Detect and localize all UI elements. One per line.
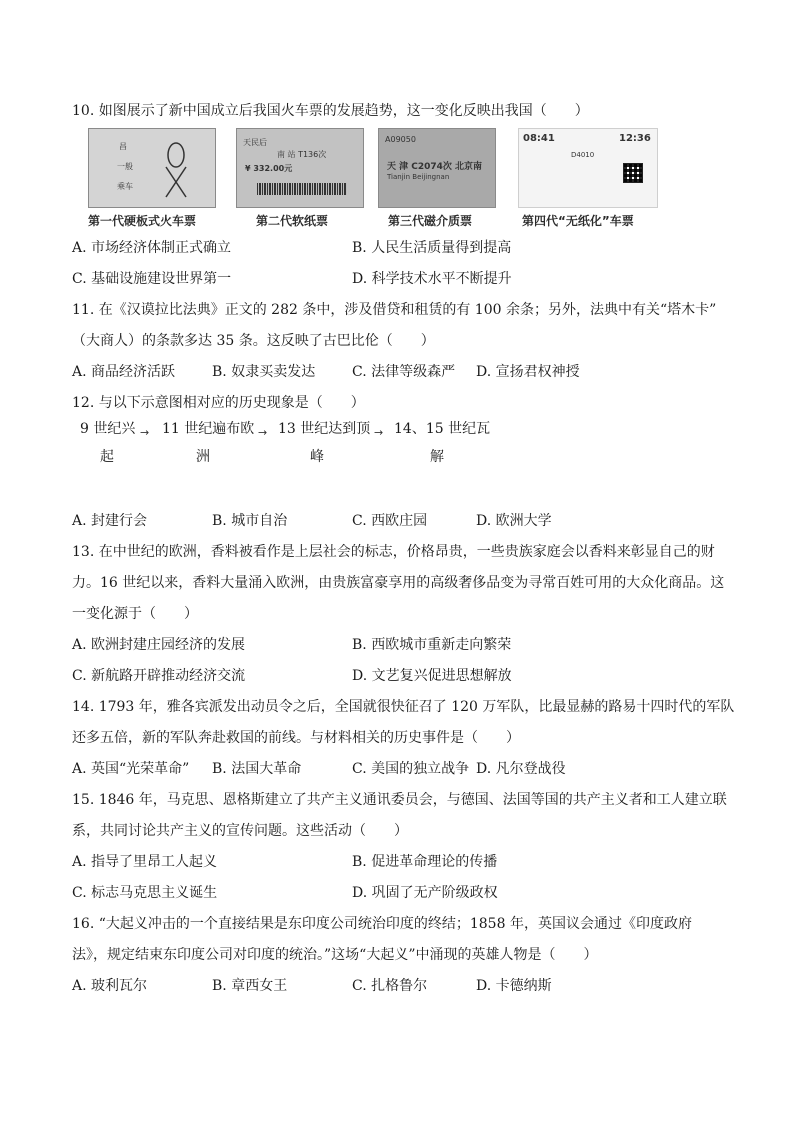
question-16-options bbox=[72, 971, 722, 1002]
option-b[interactable]: B. 章西女王 bbox=[212, 978, 288, 994]
question-13-stem-line-1: 13. 在中世纪的欧洲，香料被看作是上层社会的标志，价格昂贵，一些贵族家庭会以香料来彰显自己的财 bbox=[72, 544, 715, 560]
option-c[interactable]: C. 西欧庄园 bbox=[352, 513, 428, 529]
question-14-options bbox=[72, 754, 722, 785]
ticket-image-3 bbox=[378, 128, 496, 208]
ticket-image-2 bbox=[236, 128, 364, 208]
ticket-2-text: ¥ 332.00元 bbox=[245, 164, 293, 173]
arrow-right-icon: → bbox=[258, 426, 268, 439]
question-14-stem-line-1: 14. 1793 年，雅各宾派发出动员令之后，全国就很快征召了 120 万军队，比最显赫的路易十四时代的军队 bbox=[72, 699, 735, 715]
ticket-3-text: 天 津 C2074次 北京南 bbox=[387, 162, 483, 172]
option-c[interactable]: C. 扎格鲁尔 bbox=[352, 978, 428, 994]
option-b[interactable]: B. 城市自治 bbox=[212, 513, 288, 529]
question-12-options bbox=[72, 506, 722, 537]
question-12-stem: 12. 与以下示意图相对应的历史现象是（ ） bbox=[72, 395, 365, 411]
ticket-4-text: D4010 bbox=[571, 151, 595, 159]
ticket-image-4 bbox=[518, 128, 658, 208]
option-d[interactable]: D. 卡德纳斯 bbox=[476, 978, 552, 994]
option-a[interactable]: A. 玻利瓦尔 bbox=[72, 978, 148, 994]
question-10-stem: 10. 如图展示了新中国成立后我国火车票的发展趋势，这一变化反映出我国（ ） bbox=[72, 103, 589, 119]
flow-step-1-top: 9 世纪兴 bbox=[80, 421, 136, 437]
arrow-right-icon: → bbox=[140, 426, 150, 439]
ticket-3-text: A09050 bbox=[385, 135, 416, 144]
ticket-1-text: 乘车 bbox=[117, 182, 133, 191]
option-d[interactable]: D. 宣扬君权神授 bbox=[476, 364, 580, 380]
option-c[interactable]: C. 标志马克思主义诞生 bbox=[72, 885, 218, 901]
flow-step-4-bottom: 解 bbox=[430, 449, 444, 465]
option-d[interactable]: D. 凡尔登战役 bbox=[476, 761, 566, 777]
ticket-1-text: 一般 bbox=[117, 162, 133, 171]
question-11-options bbox=[72, 357, 722, 388]
question-13-stem-line-3: 一变化源于（ ） bbox=[72, 606, 198, 622]
ticket-3-text: Tianjin Beijingnan bbox=[387, 173, 450, 181]
ticket-1-symbol bbox=[161, 137, 191, 201]
option-a[interactable]: A. 封建行会 bbox=[72, 513, 148, 529]
question-14-stem-line-2: 还多五倍，新的军队奔赴救国的前线。与材料相关的历史事件是（ ） bbox=[72, 730, 520, 746]
question-16-stem-line-1: 16. “大起义冲击的一个直接结果是东印度公司统治印度的终结；1858 年，英国议会通过《印度政府 bbox=[72, 916, 692, 932]
question-15-options-row-1 bbox=[72, 847, 722, 878]
flow-step-3-bottom: 峰 bbox=[310, 449, 324, 465]
flow-step-4-top: 14、15 世纪瓦 bbox=[394, 421, 491, 437]
ticket-4-text: 12:36 bbox=[619, 133, 651, 144]
flow-step-2-top: 11 世纪遍布欧 bbox=[162, 421, 255, 437]
ticket-2-text: 南 站 T136次 bbox=[277, 150, 327, 159]
option-d[interactable]: D. 科学技术水平不断提升 bbox=[352, 271, 512, 287]
qr-code-icon bbox=[623, 163, 643, 183]
option-a[interactable]: A. 欧洲封建庄园经济的发展 bbox=[72, 637, 246, 653]
option-a[interactable]: A. 英国“光荣革命” bbox=[72, 761, 190, 777]
option-d[interactable]: D. 巩固了无产阶级政权 bbox=[352, 885, 498, 901]
ticket-figure bbox=[88, 128, 688, 236]
timeline-diagram bbox=[80, 418, 580, 478]
option-c[interactable]: C. 新航路开辟推动经济交流 bbox=[72, 668, 246, 684]
flow-step-2-bottom: 洲 bbox=[196, 449, 210, 465]
question-15-stem-line-2: 系，共同讨论共产主义的宣传问题。这些活动（ ） bbox=[72, 823, 408, 839]
ticket-caption-1: 第一代硬板式火车票 bbox=[88, 214, 197, 228]
option-a[interactable]: A. 商品经济活跃 bbox=[72, 364, 176, 380]
question-13-stem-line-2: 力。16 世纪以来，香料大量涌入欧洲，由贵族富豪享用的高级奢侈品变为寻常百姓可用的大众化商品。这 bbox=[72, 575, 725, 591]
option-a[interactable]: A. 指导了里昂工人起义 bbox=[72, 854, 218, 870]
question-15-options-row-2 bbox=[72, 878, 722, 909]
ticket-caption-2: 第二代软纸票 bbox=[256, 214, 329, 228]
barcode-graphic bbox=[257, 183, 347, 195]
option-b[interactable]: B. 法国大革命 bbox=[212, 761, 302, 777]
ticket-caption-4: 第四代“无纸化”车票 bbox=[522, 214, 634, 228]
option-b[interactable]: B. 西欧城市重新走向繁荣 bbox=[352, 637, 512, 653]
flow-step-3-top: 13 世纪达到顶 bbox=[278, 421, 371, 437]
question-16-stem-line-2: 法》，规定结束东印度公司对印度的统治。”这场“大起义”中涌现的英雄人物是（ ） bbox=[72, 947, 598, 963]
ticket-1-text: 昌 bbox=[119, 142, 127, 151]
ticket-4-text: 08:41 bbox=[523, 133, 555, 144]
option-c[interactable]: C. 美国的独立战争 bbox=[352, 761, 470, 777]
question-10-options-row-2 bbox=[72, 264, 722, 295]
option-b[interactable]: B. 奴隶买卖发达 bbox=[212, 364, 316, 380]
ticket-image-1 bbox=[88, 128, 216, 208]
option-a[interactable]: A. 市场经济体制正式确立 bbox=[72, 240, 232, 256]
question-11-stem-line-1: 11. 在《汉谟拉比法典》正文的 282 条中，涉及借贷和租赁的有 100 余条；另外，法典中有关“塔木卡” bbox=[72, 302, 717, 318]
question-15-stem-line-1: 15. 1846 年，马克思、恩格斯建立了共产主义通讯委员会，与德国、法国等国的共产主义者和工人建立联 bbox=[72, 792, 727, 808]
ticket-2-text: 天民后 bbox=[243, 138, 267, 147]
question-10-options-row-1 bbox=[72, 233, 722, 264]
ticket-caption-3: 第三代磁介质票 bbox=[388, 214, 473, 228]
option-b[interactable]: B. 人民生活质量得到提高 bbox=[352, 240, 512, 256]
arrow-right-icon: → bbox=[374, 426, 384, 439]
question-13-options-row-2 bbox=[72, 661, 722, 692]
option-b[interactable]: B. 促进革命理论的传播 bbox=[352, 854, 498, 870]
question-13-options-row-1 bbox=[72, 630, 722, 661]
question-11-stem-line-2: （大商人）的条款多达 35 条。这反映了古巴比伦（ ） bbox=[72, 333, 435, 349]
option-d[interactable]: D. 欧洲大学 bbox=[476, 513, 552, 529]
option-c[interactable]: C. 法律等级森严 bbox=[352, 364, 456, 380]
flow-step-1-bottom: 起 bbox=[100, 449, 114, 465]
option-d[interactable]: D. 文艺复兴促进思想解放 bbox=[352, 668, 512, 684]
option-c[interactable]: C. 基础设施建设世界第一 bbox=[72, 271, 232, 287]
